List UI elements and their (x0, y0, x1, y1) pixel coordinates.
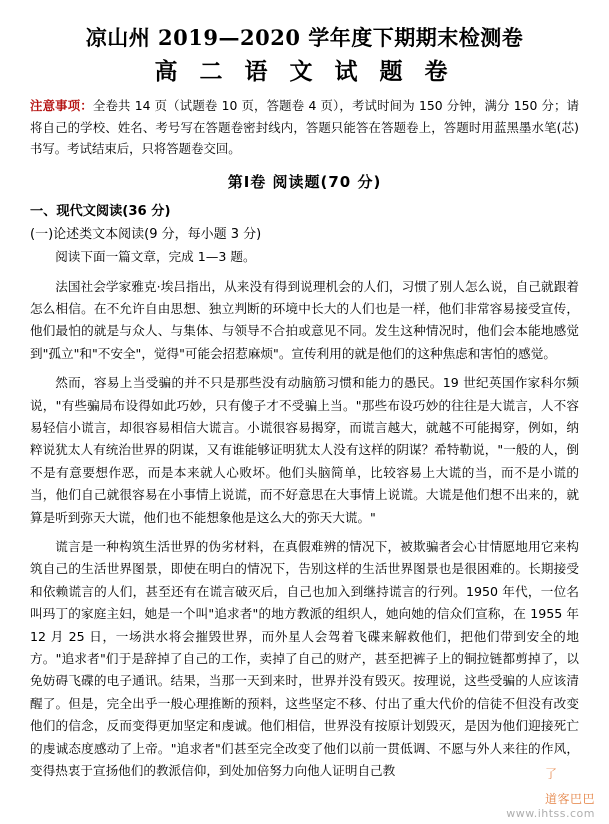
reading-instruction: 阅读下面一篇文章，完成 1—3 题。 (55, 249, 256, 265)
page-title: 凉山州 2019—2020 学年度下期期末检测卷 (85, 25, 524, 50)
page-subtitle: 高 二 语 文 试 题 卷 (154, 58, 455, 86)
article-paragraph: 法国社会学家雅克·埃吕指出，从来没有得到说理机会的人们，习惯了别人怎么说，自己就跟着怎么相信。在不允许自由思想、独立判断的环境中长大的人们也是一样，他们非常容易接受宣传，他们最怕的就是与众人、与集体、与领导不合拍或意见不同。发生这种情况时，他们会本能地感觉到"孤立"和"不安全"，觉得"可能会招惹麻烦"。宣传利用的就是他们的这种焦虑和害怕的感觉。 (30, 278, 579, 361)
section-heading: 第Ⅰ卷 阅读题(70 分) (227, 173, 382, 192)
notice-label: 注意事项： (30, 98, 93, 114)
notice-text: 全卷共 14 页（试题卷 10 页，答题卷 4 页），考试时间为 150 分钟，满分 150 分；请将自己的学校、姓名、考号写在答题卷密封线内，答题只能答在答题卷上，答题时用蓝黑墨水笔(芯)书写。考试结束后，只将答题卷交回。 (30, 98, 580, 156)
watermark-site-name: 道客巴巴 (544, 792, 595, 806)
heading-argumentative-text: (一)论述类文本阅读(9 分，每小题 3 分) (30, 227, 262, 243)
notice-block (30, 95, 579, 159)
watermark-floating-glyph: 了 (544, 767, 557, 781)
article-paragraph: 谎言是一种构筑生活世界的伪劣材料，在真假难辨的情况下，被欺骗者会心甘情愿地用它来构筑自己的生活世界图景，即使在明白的情况下，告别这样的生活世界图景也是很困难的。长期接受和依赖谎言的人们，甚至还有在谎言破灭后，自己也加入到继持谎言的行列。1950 年代，一位名叫玛丁的家庭主妇，她是一个叫"追求者"的地方教派的组织人，她向她的信众们宣称，在 1955 年 12 月 25 日，一场洪水将会摧毁世界，而外星人会驾着飞碟来解救他们，把他们带到安全的地方。"追求者"们于是辞掉了自己的工作，卖掉了自己的财产，甚至把裤子上的铜拉链都剪掉了，以免妨碍飞碟的电子通讯。结果，当那一天到来时，世界并没有毁灭。按理说，这些受骗的人应该清醒了。但是，完全出乎一般心理推断的预料，这些坚定不移、付出了重大代价的信徒不但没有改变他们的信念，反而变得更加坚定和虔诚。他们相信，世界没有按原计划毁灭，是因为他们迎接死亡的虔诚态度感动了上帝。"追求者"们甚至完全改变了他们以前一贯低调、不愿与外人来往的作风，变得热衷于宣扬他们的教派信仰，到处加倍努力向他人证明自己教 (30, 539, 579, 779)
watermark-site-url: www.ihtss.com (506, 807, 595, 820)
article-paragraph: 然而，容易上当受骗的并不只是那些没有动脑筋习惯和能力的愚民。19 世纪英国作家科尔频说，"有些骗局布设得如此巧妙，只有傻子才不受骗上当。"那些布设巧妙的往往是大谎言，人不容易轻信小谎言，却很容易相信大谎言。小谎很容易揭穿，而谎言越大，就越不可能揭穿，例如，纳粹说犹太人有统治世界的阴谋，又有谁能够证明犹太人没有这样的阴谋？希特勒说，"一般的人，倒不是有意要想作恶，而是本来就人心败坏。他们头脑简单，比较容易上大谎的当，而不是小谎的当，他们自己就很容易在小事情上说谎，而不好意思在大事情上说谎。大谎是他们想不出来的，就算是听到弥天大谎，他们也不能想象他是这么大的弥天大谎。" (30, 375, 579, 525)
heading-modern-reading: 一、现代文阅读(36 分) (30, 204, 171, 220)
watermark (506, 790, 595, 820)
